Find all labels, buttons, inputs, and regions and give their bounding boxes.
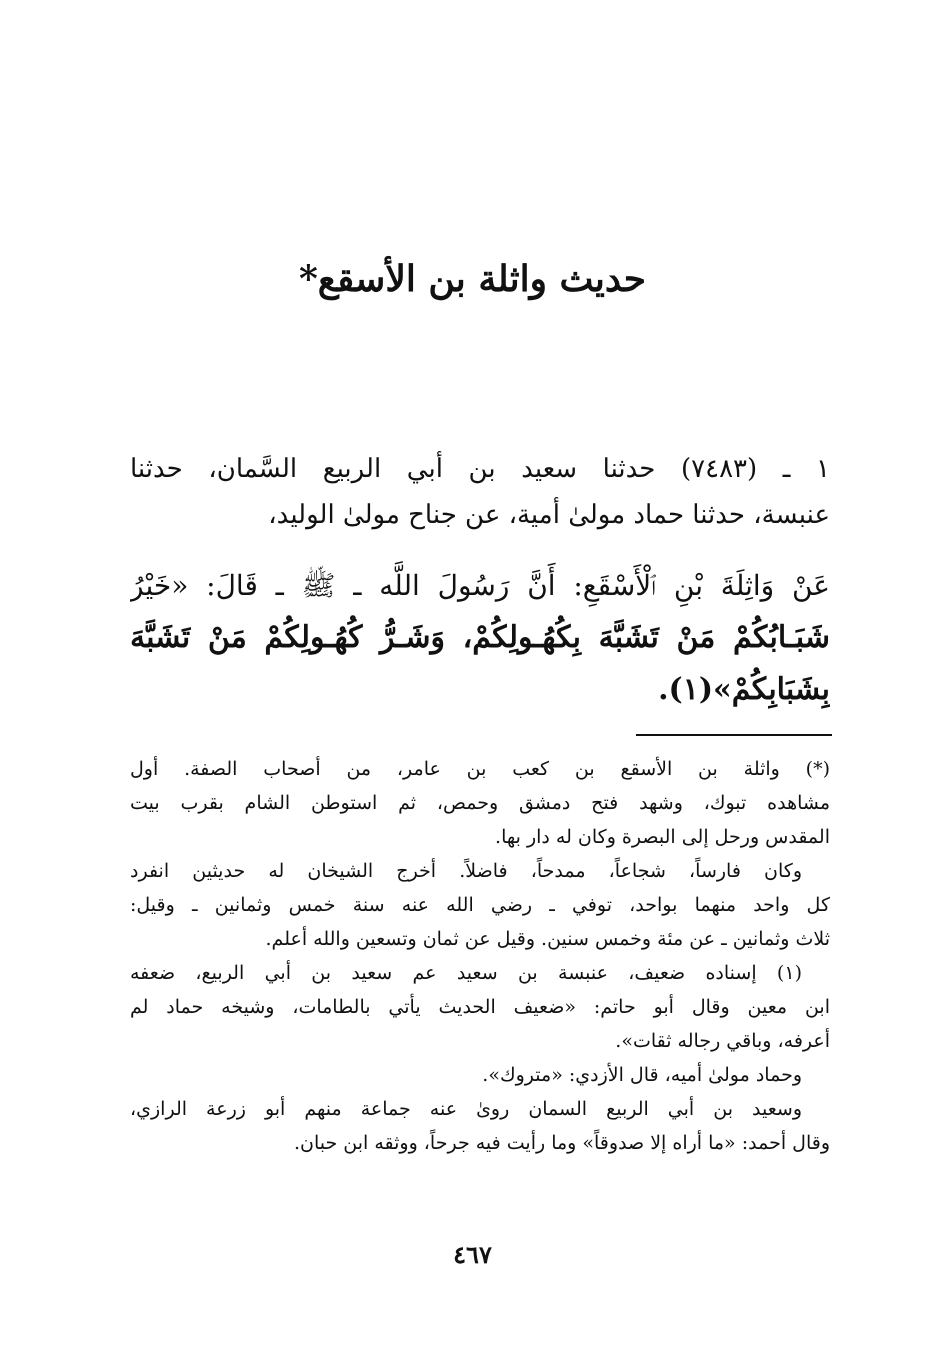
matn-line: عَنْ وَاثِلَةَ بْنِ ٱلْأَسْقَعِ: أَنَّ رَسُولَ اللَّه ـ ﷺ ـ قَالَ: «خَيْرُ xyxy=(130,569,830,602)
footnote-line: (١) إسناده ضعيف، عنبسة بن سعيد عم سعيد بن أبي الربيع، ضعفه xyxy=(130,962,802,984)
matn-line: شَبَـابُكُمْ مَنْ تَشَبَّهَ بِكُهُـولِكُمْ، وَشَـرُّ كُهُـولِكُمْ مَنْ تَشَبَّهَ xyxy=(130,620,830,655)
footnote-line: مشاهده تبوك، وشهد فتح دمشق وحمص، ثم استوطن الشام بقرب بيت xyxy=(130,792,830,814)
footnote-line: ابن معين وقال أبو حاتم: «ضعيف الحديث يأتي بالطامات، وشيخه حماد لم xyxy=(130,996,830,1018)
footnote-line: وسعيد بن أبي الربيع السمان روىٰ عنه جماعة منهم أبو زرعة الرازي، xyxy=(130,1098,802,1120)
footnotes xyxy=(130,752,830,1160)
footnote-line: المقدس ورحل إلى البصرة وكان له دار بها. xyxy=(495,826,830,848)
footnote-line: وحماد مولىٰ أميه، قال الأزدي: «متروك». xyxy=(482,1064,802,1086)
footnote-line: ثلاث وثمانين ـ عن مئة وخمس سنين. وقيل عن ثمان وتسعين والله أعلم. xyxy=(265,928,830,950)
footnote-divider xyxy=(636,734,832,736)
footnote-line: وكان فارساً، شجاعاً، ممدحاً، فاضلاً. أخرج الشيخان له حديثين انفرد xyxy=(130,860,802,882)
hadith-matn xyxy=(130,560,830,716)
page-title: حديث واثلة بن الأسقع* xyxy=(298,258,647,300)
footnote-line: أعرفه، وباقي رجاله ثقات». xyxy=(615,1030,830,1052)
isnad-line: ١ ـ (٧٤٨٣) حدثنا سعيد بن أبي الربيع السَّمان، حدثنا xyxy=(130,454,830,484)
page-number: ٤٦٧ xyxy=(453,1240,492,1269)
footnote-line: وقال أحمد: «ما أراه إلا صدوقاً» وما رأيت فيه جرحاً، ووثقه ابن حبان. xyxy=(293,1132,830,1154)
hadith-isnad xyxy=(130,446,830,538)
footnote-line: (*) واثلة بن الأسقع بن كعب بن عامر، من أصحاب الصفة. أول xyxy=(130,758,830,780)
footnote-line: كل واحد منهما بواحد، توفي ـ رضي الله عنه سنة خمس وثمانين ـ وقيل: xyxy=(130,894,830,916)
isnad-line: عنبسة، حدثنا حماد مولىٰ أمية، عن جناح مولىٰ الوليد، xyxy=(268,500,830,530)
matn-line: بِشَبَابِكُمْ»(١). xyxy=(658,672,830,707)
